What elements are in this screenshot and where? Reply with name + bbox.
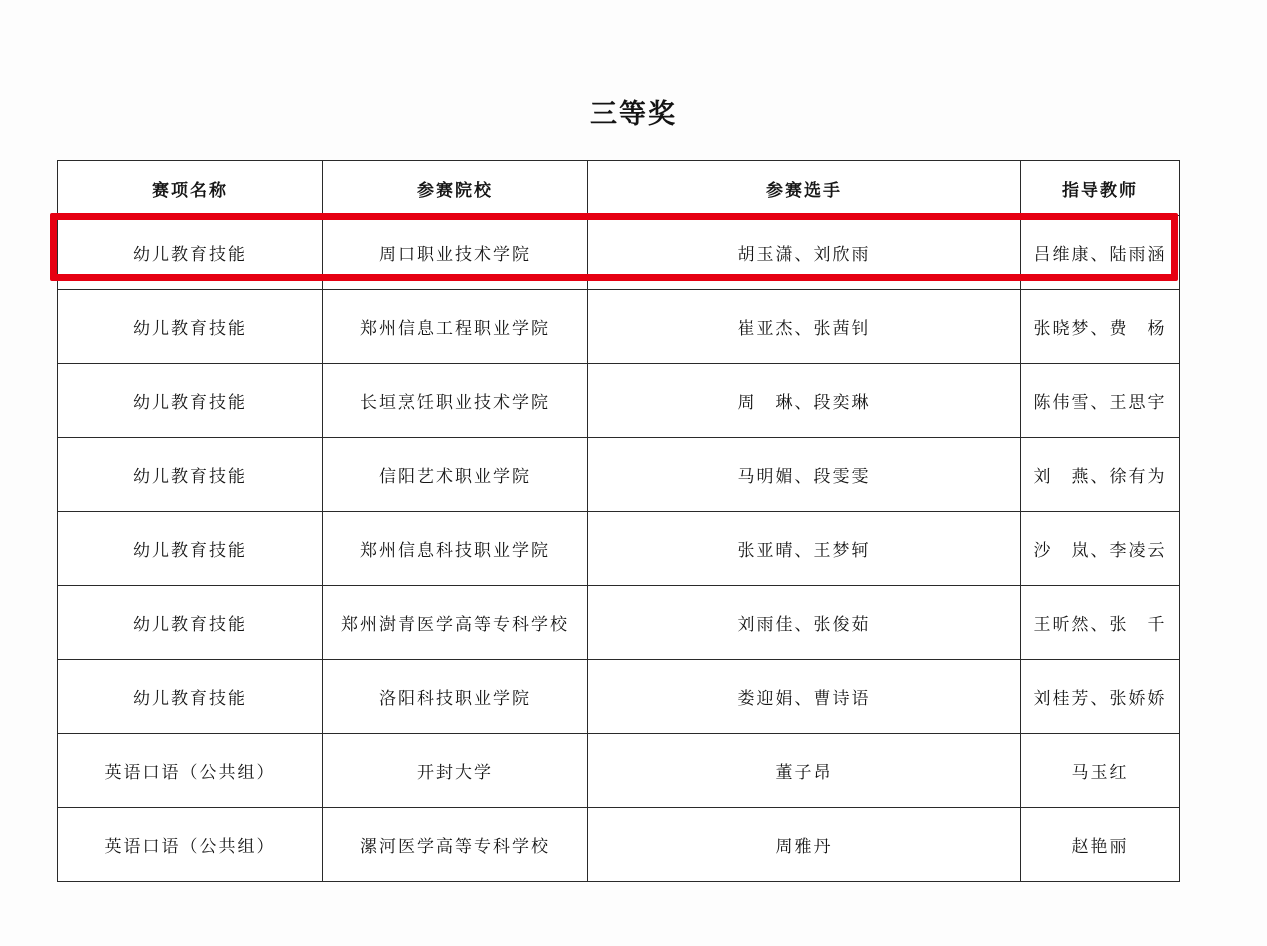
table-row: [58, 216, 1180, 290]
cell-teachers: 刘 燕、徐有为: [1021, 438, 1180, 512]
cell-school: 郑州信息工程职业学院: [323, 290, 588, 364]
table-header: [58, 161, 1180, 216]
column-header-players: 参赛选手: [588, 161, 1021, 216]
cell-school: 洛阳科技职业学院: [323, 660, 588, 734]
cell-event: 幼儿教育技能: [58, 512, 323, 586]
cell-teachers: 吕维康、陆雨涵: [1021, 216, 1180, 290]
cell-event: 幼儿教育技能: [58, 438, 323, 512]
cell-teachers: 刘桂芳、张娇娇: [1021, 660, 1180, 734]
cell-players: 胡玉潇、刘欣雨: [588, 216, 1021, 290]
table-body: [58, 216, 1180, 882]
table-row: [58, 364, 1180, 438]
table-row: [58, 660, 1180, 734]
cell-players: 马明媚、段雯雯: [588, 438, 1021, 512]
award-table-container: [57, 160, 1179, 882]
table-row: [58, 290, 1180, 364]
table-row: [58, 808, 1180, 882]
cell-players: 董子昂: [588, 734, 1021, 808]
cell-event: 幼儿教育技能: [58, 216, 323, 290]
cell-players: 张亚晴、王梦轲: [588, 512, 1021, 586]
cell-teachers: 沙 岚、李凌云: [1021, 512, 1180, 586]
cell-players: 娄迎娟、曹诗语: [588, 660, 1021, 734]
cell-teachers: 马玉红: [1021, 734, 1180, 808]
cell-players: 周 琳、段奕琳: [588, 364, 1021, 438]
cell-event: 幼儿教育技能: [58, 586, 323, 660]
cell-school: 漯河医学高等专科学校: [323, 808, 588, 882]
table-row: [58, 512, 1180, 586]
cell-teachers: 张晓梦、费 杨: [1021, 290, 1180, 364]
cell-teachers: 王昕然、张 千: [1021, 586, 1180, 660]
table-row: [58, 438, 1180, 512]
cell-school: 长垣烹饪职业技术学院: [323, 364, 588, 438]
cell-school: 开封大学: [323, 734, 588, 808]
table-header-row: [58, 161, 1180, 216]
cell-event: 幼儿教育技能: [58, 364, 323, 438]
award-table: [57, 160, 1180, 882]
cell-players: 周雅丹: [588, 808, 1021, 882]
column-header-school: 参赛院校: [323, 161, 588, 216]
cell-school: 周口职业技术学院: [323, 216, 588, 290]
cell-school: 信阳艺术职业学院: [323, 438, 588, 512]
cell-event: 英语口语（公共组）: [58, 734, 323, 808]
cell-event: 幼儿教育技能: [58, 290, 323, 364]
cell-event: 英语口语（公共组）: [58, 808, 323, 882]
cell-teachers: 陈伟雪、王思宇: [1021, 364, 1180, 438]
cell-players: 刘雨佳、张俊茹: [588, 586, 1021, 660]
page-title: 三等奖: [590, 99, 677, 129]
column-header-teachers: 指导教师: [1021, 161, 1180, 216]
table-row: [58, 734, 1180, 808]
cell-players: 崔亚杰、张茜钊: [588, 290, 1021, 364]
cell-school: 郑州信息科技职业学院: [323, 512, 588, 586]
cell-school: 郑州澍青医学高等专科学校: [323, 586, 588, 660]
cell-event: 幼儿教育技能: [58, 660, 323, 734]
cell-teachers: 赵艳丽: [1021, 808, 1180, 882]
table-row: [58, 586, 1180, 660]
column-header-event: 赛项名称: [58, 161, 323, 216]
